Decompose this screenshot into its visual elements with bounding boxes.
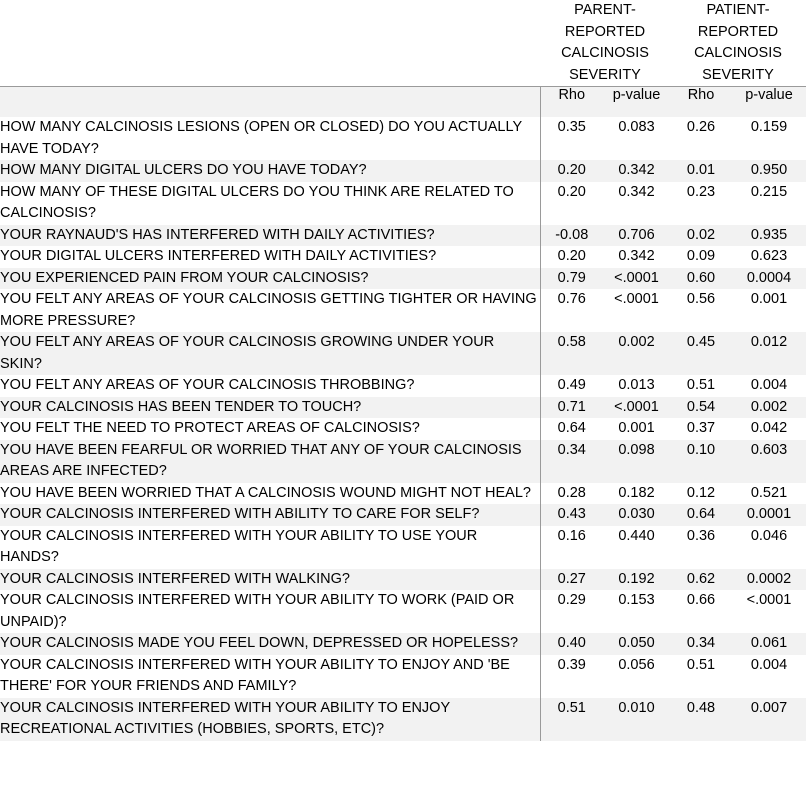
table-row (0, 655, 806, 698)
question-cell: YOUR RAYNAUD'S HAS INTERFERED WITH DAILY ACTIVITIES? (0, 225, 540, 247)
parent-rho-cell: 0.29 (540, 590, 603, 633)
patient-rho-cell: 0.12 (686, 484, 716, 501)
patient-rho-cell: 0.62 (670, 569, 732, 591)
patient-rho-cell: 0.02 (670, 225, 732, 247)
question-cell: YOUR CALCINOSIS INTERFERED WITH WALKING? (0, 569, 540, 591)
patient-rho-cell: 0.10 (670, 440, 732, 483)
patient-rho-cell: 0.23 (686, 183, 716, 200)
patient-rho-header: Rho (670, 87, 732, 118)
parent-reported-header: PARENT- REPORTED CALCINOSIS SEVERITY (540, 0, 670, 87)
table-row (0, 268, 806, 290)
question-cell: YOUR CALCINOSIS INTERFERED WITH YOUR ABILITY TO USE YOUR HANDS? (0, 527, 478, 565)
parent-rho-cell: 0.49 (540, 375, 603, 397)
group-header-row (0, 0, 806, 87)
patient-rho-cell: 0.48 (670, 698, 732, 741)
patient-rho-cell: 0.36 (686, 527, 716, 544)
parent-pvalue-header: p-value (603, 87, 670, 118)
patient-rho-cell: 0.60 (670, 268, 732, 290)
table-row (0, 483, 806, 505)
parent-rho-cell: -0.08 (540, 225, 603, 247)
question-cell: YOU FELT THE NEED TO PROTECT AREAS OF CALCINOSIS? (0, 420, 420, 436)
parent-pvalue-cell: 0.706 (603, 225, 670, 247)
patient-pvalue-cell: 0.042 (750, 420, 788, 436)
parent-pvalue-cell: 0.098 (603, 440, 670, 483)
patient-pvalue-cell: 0.159 (750, 119, 788, 135)
patient-pvalue-cell: 0.950 (732, 160, 806, 182)
table-row (0, 633, 806, 655)
parent-rho-cell: 0.51 (540, 698, 603, 741)
table-row (0, 440, 806, 483)
parent-pvalue-cell: 0.001 (618, 420, 655, 436)
patient-pvalue-cell: 0.0002 (732, 569, 806, 591)
table-row (0, 418, 806, 440)
question-cell: YOU FELT ANY AREAS OF YOUR CALCINOSIS THROBBING? (0, 377, 415, 393)
patient-rho-cell: 0.51 (686, 656, 716, 673)
table-row (0, 160, 806, 182)
table-row (0, 397, 806, 419)
question-cell: YOUR CALCINOSIS INTERFERED WITH YOUR ABILITY TO ENJOY RECREATIONAL ACTIVITIES (HOBBIES, SPORTS, ETC)? (0, 698, 540, 741)
patient-pvalue-cell: 0.623 (750, 248, 788, 264)
patient-rho-cell: 0.37 (686, 420, 716, 436)
parent-rho-cell: 0.16 (540, 526, 603, 569)
question-cell: YOU HAVE BEEN FEARFUL OR WORRIED THAT ANY OF YOUR CALCINOSIS AREAS ARE INFECTED? (0, 440, 540, 483)
parent-pvalue-cell: 0.002 (603, 332, 670, 375)
patient-pvalue-cell: 0.012 (732, 332, 806, 375)
table-row (0, 590, 806, 633)
question-cell: YOU HAVE BEEN WORRIED THAT A CALCINOSIS WOUND MIGHT NOT HEAL? (0, 484, 531, 501)
question-cell: YOUR CALCINOSIS INTERFERED WITH YOUR ABILITY TO ENJOY AND 'BE THERE' FOR YOUR FRIENDS AND FAMILY? (0, 656, 510, 694)
parent-rho-cell: 0.39 (540, 655, 603, 698)
table-row (0, 117, 806, 160)
question-cell: YOUR DIGITAL ULCERS INTERFERED WITH DAILY ACTIVITIES? (0, 248, 437, 264)
patient-pvalue-cell: 0.061 (732, 633, 806, 655)
patient-rho-cell: 0.54 (670, 397, 732, 419)
table-row (0, 375, 806, 397)
parent-pvalue-cell: <.0001 (603, 268, 670, 290)
table-row (0, 246, 806, 268)
question-cell: YOUR CALCINOSIS HAS BEEN TENDER TO TOUCH? (0, 397, 540, 419)
parent-rho-cell: 0.28 (540, 483, 603, 505)
patient-rho-cell: 0.45 (670, 332, 732, 375)
table-row (0, 182, 806, 225)
question-cell: HOW MANY OF THESE DIGITAL ULCERS DO YOU THINK ARE RELATED TO CALCINOSIS? (0, 183, 514, 221)
patient-pvalue-cell: 0.0004 (732, 268, 806, 290)
parent-pvalue-cell: 0.440 (618, 527, 655, 544)
patient-rho-cell: 0.64 (670, 504, 732, 526)
parent-pvalue-cell: 0.342 (603, 160, 670, 182)
patient-reported-header: PATIENT- REPORTED CALCINOSIS SEVERITY (670, 0, 806, 87)
parent-rho-header: Rho (540, 87, 603, 118)
parent-pvalue-cell: 0.182 (618, 484, 655, 501)
patient-pvalue-cell: 0.215 (750, 183, 788, 200)
header-blank-cell (0, 0, 540, 87)
patient-pvalue-cell: <.0001 (746, 592, 792, 608)
table-row (0, 698, 806, 741)
table-row (0, 289, 806, 332)
question-cell: YOUR CALCINOSIS MADE YOU FEEL DOWN, DEPRESSED OR HOPELESS? (0, 633, 540, 655)
patient-pvalue-cell: 0.046 (750, 527, 788, 544)
question-cell: HOW MANY DIGITAL ULCERS DO YOU HAVE TODAY? (0, 160, 540, 182)
table-row (0, 225, 806, 247)
patient-pvalue-cell: 0.004 (750, 656, 788, 673)
patient-pvalue-cell: 0.002 (732, 397, 806, 419)
parent-pvalue-cell: 0.056 (618, 656, 655, 673)
question-cell: HOW MANY CALCINOSIS LESIONS (OPEN OR CLOSED) DO YOU ACTUALLY HAVE TODAY? (0, 119, 522, 157)
patient-pvalue-cell: 0.001 (750, 291, 788, 307)
parent-rho-cell: 0.79 (540, 268, 603, 290)
parent-rho-cell: 0.35 (540, 117, 603, 160)
patient-pvalue-header: p-value (732, 87, 806, 118)
table-row (0, 332, 806, 375)
parent-rho-cell: 0.64 (540, 418, 603, 440)
parent-pvalue-cell: 0.153 (618, 592, 655, 608)
parent-pvalue-cell: 0.083 (618, 119, 655, 135)
question-cell: YOU EXPERIENCED PAIN FROM YOUR CALCINOSIS? (0, 268, 540, 290)
parent-rho-cell: 0.40 (540, 633, 603, 655)
patient-rho-cell: 0.09 (686, 248, 716, 264)
parent-pvalue-cell: 0.342 (618, 248, 655, 264)
parent-rho-cell: 0.71 (540, 397, 603, 419)
parent-pvalue-cell: 0.010 (603, 698, 670, 741)
parent-pvalue-cell: <.0001 (614, 291, 659, 307)
patient-rho-cell: 0.51 (686, 377, 716, 393)
parent-rho-cell: 0.34 (540, 440, 603, 483)
question-cell: YOUR CALCINOSIS INTERFERED WITH YOUR ABILITY TO WORK (PAID OR UNPAID)? (0, 592, 515, 630)
patient-pvalue-cell: 0.603 (732, 440, 806, 483)
patient-rho-cell: 0.34 (670, 633, 732, 655)
parent-pvalue-cell: 0.013 (618, 377, 655, 393)
table-row (0, 526, 806, 569)
parent-rho-cell: 0.58 (540, 332, 603, 375)
table-body (0, 117, 806, 741)
parent-rho-cell: 0.43 (540, 504, 603, 526)
patient-pvalue-cell: 0.0001 (732, 504, 806, 526)
patient-pvalue-cell: 0.007 (732, 698, 806, 741)
parent-rho-cell: 0.20 (540, 160, 603, 182)
parent-rho-cell: 0.20 (540, 182, 603, 225)
question-cell: YOU FELT ANY AREAS OF YOUR CALCINOSIS GROWING UNDER YOUR SKIN? (0, 332, 540, 375)
patient-rho-cell: 0.56 (686, 291, 716, 307)
parent-rho-cell: 0.27 (540, 569, 603, 591)
parent-pvalue-cell: <.0001 (603, 397, 670, 419)
patient-pvalue-cell: 0.521 (750, 484, 788, 501)
parent-rho-cell: 0.76 (540, 289, 603, 332)
table-row (0, 504, 806, 526)
subheader-row (0, 87, 806, 118)
table-row (0, 569, 806, 591)
patient-rho-cell: 0.66 (686, 592, 716, 608)
parent-pvalue-cell: 0.192 (603, 569, 670, 591)
subheader-blank-cell (0, 87, 540, 118)
parent-pvalue-cell: 0.030 (603, 504, 670, 526)
parent-pvalue-cell: 0.050 (603, 633, 670, 655)
parent-rho-cell: 0.20 (540, 246, 603, 268)
patient-rho-cell: 0.01 (670, 160, 732, 182)
parent-pvalue-cell: 0.342 (618, 183, 655, 200)
patient-pvalue-cell: 0.935 (732, 225, 806, 247)
patient-pvalue-cell: 0.004 (750, 377, 788, 393)
question-cell: YOUR CALCINOSIS INTERFERED WITH ABILITY TO CARE FOR SELF? (0, 504, 540, 526)
question-cell: YOU FELT ANY AREAS OF YOUR CALCINOSIS GETTING TIGHTER OR HAVING MORE PRESSURE? (0, 291, 537, 329)
patient-rho-cell: 0.26 (686, 119, 716, 135)
